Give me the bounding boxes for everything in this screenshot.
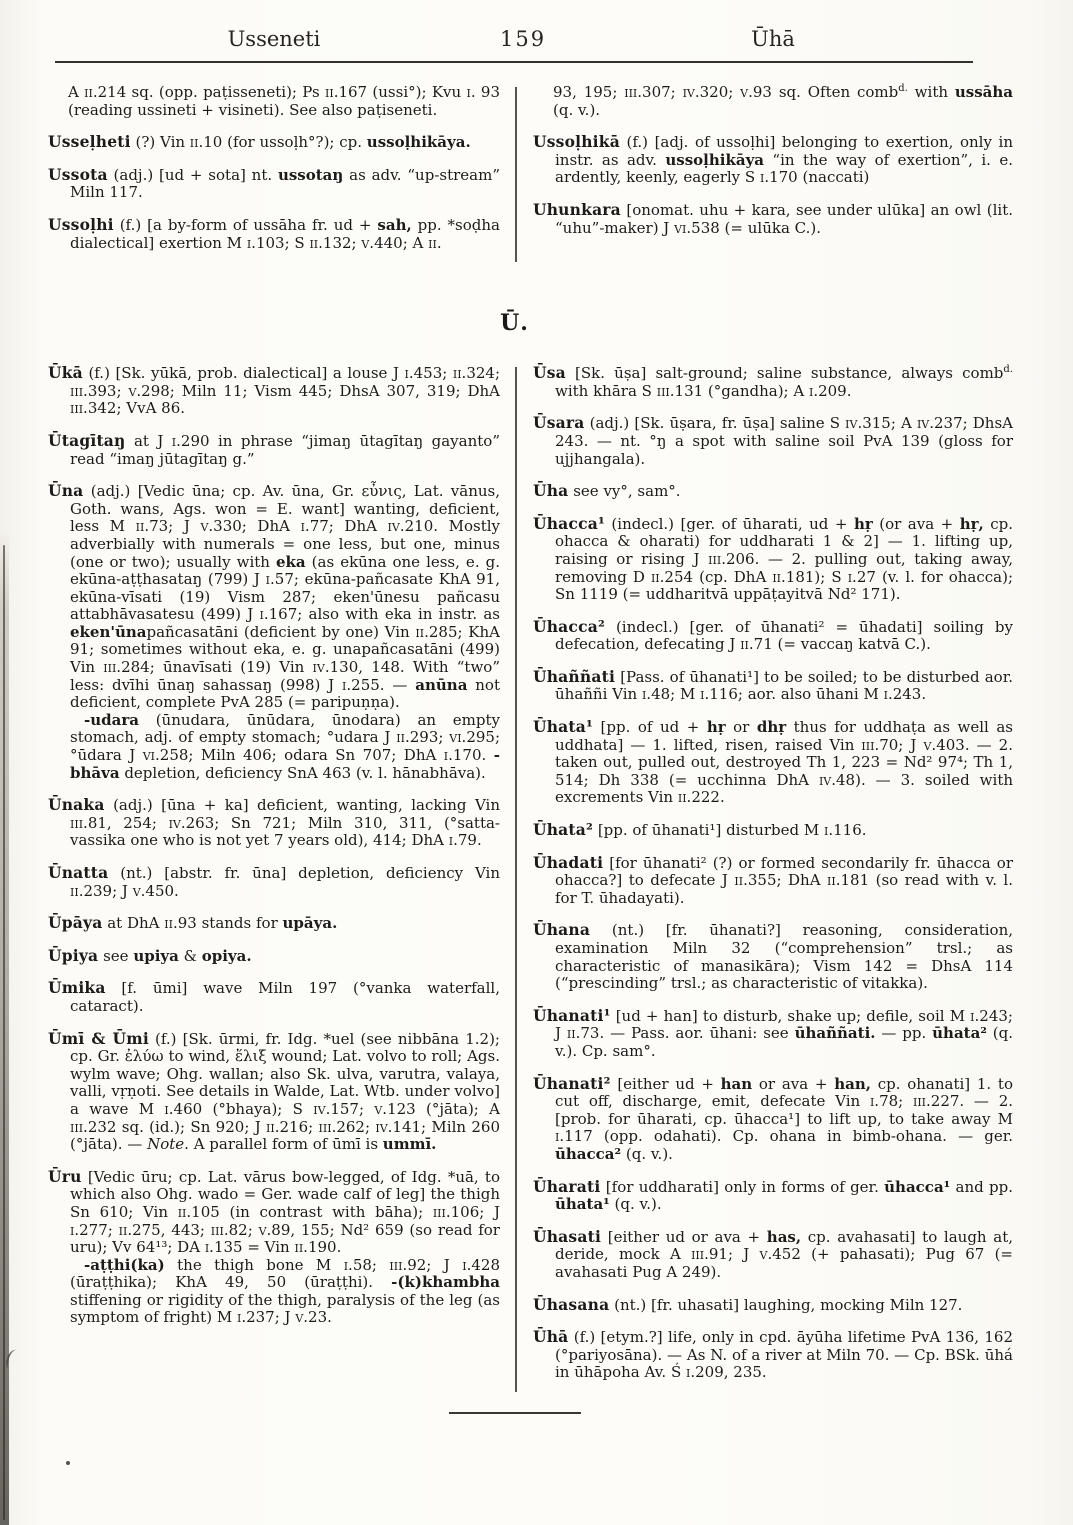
headword: Ūha <box>533 481 569 501</box>
page-header <box>48 0 1073 51</box>
right-column <box>533 364 1013 1396</box>
cross-reference: ūhata¹ <box>555 1195 610 1214</box>
header-guide-word-left: Usseneti <box>227 27 321 51</box>
dictionary-entry <box>533 201 1013 237</box>
headword: Ūpiya <box>48 945 99 965</box>
entry-body: at J i.290 in phrase “jimaŋ ūtagītaŋ gayanto” read “imaŋ jūtagītaŋ g.” <box>70 431 500 468</box>
headword: Ūpāya <box>48 913 103 933</box>
headword: Ūsa <box>533 363 566 383</box>
entry-body: [Sk. ūṣa] salt-ground; saline substance, always comb$^{d.}$ with khāra S iii.131 (°gandha); A i.209. <box>555 364 1013 400</box>
entry-body: -aṭṭhi(ka) the thigh bone M i.58; iii.92; J i.428 (ūraṭṭhika); KhA 49, 50 (ūraṭṭhi). -(k)khambha stiffening or rigidity of the thigh, paralysis of the leg (as symptom of fright) M i.237; J v.23. <box>70 1255 500 1327</box>
cross-reference: ūhacca² <box>555 1144 622 1163</box>
headword: Ūhā <box>533 1327 569 1347</box>
entry-body: see vy°, sam°. <box>573 482 681 501</box>
entry-body: [Vedic ūru; cp. Lat. vārus bow-legged, of Idg. *uā, to which also Ohg. wado = Ger. wade calf of leg] the thigh Sn 610; Vin ii.105 (in contrast with bāha); iii.106; J i.277; ii.275, 443; iii.82; v.89, 155; Nd² 659 (so read for uru); Vv 64¹³; DA i.135 = Vin ii.190. <box>70 1167 501 1257</box>
dictionary-entry <box>533 1178 1013 1214</box>
dictionary-entry <box>533 1075 1013 1164</box>
dictionary-entry <box>48 947 500 966</box>
headword: Ūmika <box>48 978 106 998</box>
entry-body: [onomat. uhu + kara, see under ulūka] an owl (lit. “uhu”-maker) J vi.538 (= ulūka C.). <box>555 200 1013 237</box>
cross-reference: ummī. <box>382 1135 437 1154</box>
continuation-section <box>48 84 1073 266</box>
headword: Ūharati <box>533 1176 601 1196</box>
headword: Ussoḷhikā <box>533 132 620 152</box>
headword: Ūhasati <box>533 1226 602 1246</box>
headword: Usseḷheti <box>48 132 131 152</box>
dictionary-entry <box>48 1030 500 1154</box>
entry-body: [either ud or ava + has, cp. avahasati] to laugh at, deride, mock A iii.91; J v.452 (+ pahasati); Pug 67 (= avahasati Pug A 249). <box>555 1227 1013 1281</box>
headword: Ūhanati² <box>533 1073 611 1093</box>
header-guide-word-right: Ūhā <box>751 27 795 51</box>
cross-reference: ūhata² <box>932 1024 987 1043</box>
cross-reference: ussoḷhikāya. <box>366 133 471 152</box>
cross-reference: eka <box>275 552 306 571</box>
entry-body: [pp. of ūhanati¹] disturbed M i.116. <box>597 821 867 840</box>
headword: Ūmī & Ūmi <box>48 1028 149 1048</box>
entry-compound-paragraph <box>48 1257 500 1327</box>
headword: Ūna <box>48 481 84 501</box>
entry-body: (f.) [etym.?] life, only in cpd. āyūha lifetime PvA 136, 162 (°pariyosāna). — As N. of a river at Miln 70. — Cp. BSk. ūhá in ūhāpoha Av. Ś i.209, 235. <box>555 1328 1013 1382</box>
cross-reference: -(k)khambha <box>391 1273 500 1292</box>
column-divider <box>500 84 533 266</box>
cross-reference: ussotaŋ <box>277 165 344 184</box>
ink-dot-artifact <box>66 1461 70 1465</box>
dictionary-entry <box>48 216 500 252</box>
entry-body: (?) Vin ii.10 (for ussoḷh°?); cp. ussoḷhikāya. <box>135 133 471 152</box>
entry-body: (adj.) [Vedic ūna; cp. Av. ūna, Gr. εὖνις, Lat. vānus, Goth. wans, Ags. won = E. want] wanting, deficient, less M ii.73; J v.330; DhA i.77; DhA iv.210. Mostly adverbially with numerals = one less, but one, minus (one or two); usually with eka (as ekūna one less, e. g. ekūna-aṭṭhasataŋ (799) J i.57; ekūna-pañcasate KhA 91, ekūna-vīsati (19) Vism 287; eken'ūnesu pañcasu attabhāvasatesu (499) J i.167; also with eka in instr. as eken'ūnapañcasatāni (deficient by one) Vin ii.285; KhA 91; sometimes without eka, e. g. unapañcasatāni (499) Vin iii.284; ūnavīsati (19) Vin iv.130, 148. With “two” less: dvīhi ūnaŋ sahassaŋ (998) J i.255. — anūna not deficient, complete PvA 285 (= paripuṇṇa). <box>70 482 500 712</box>
cross-reference: -udara <box>84 710 139 729</box>
headword: Ūnatta <box>48 863 109 882</box>
dictionary-entry <box>48 482 500 712</box>
section-letter-heading: Ū. <box>500 310 529 337</box>
entry-body: (indecl.) [ger. of ūhanati² = ūhadati] soiling by defecation, defecating J ii.71 (= vaccaŋ katvā C.). <box>555 617 1013 654</box>
entry-body: (f.) [adj. of ussoḷhi] belonging to exertion, only in instr. as adv. ussoḷhikāya “in the way of exertion”, i. e. ardently, keenly, eagerly S i.170 (naccati) <box>555 133 1013 187</box>
dictionary-entry <box>533 821 1013 840</box>
cross-reference: ussoḷhikāya <box>665 150 765 169</box>
entry-body: (indecl.) [ger. of ūharati, ud + hṛ (or ava + hṛ, cp. ohacca & oharati) for uddharati 1 & 2] — 1. lifting up, raising or rising J iii.206. — 2. pulling out, taking away, removing D ii.254 (cp. DhA ii.181); S i.27 (v. l. for ohacca); Sn 1119 (= uddharitvā uppāṭayitvā Nd² 171). <box>555 514 1014 604</box>
dictionary-entry <box>48 796 500 850</box>
headword: Ūhata² <box>533 820 594 840</box>
dictionary-entry <box>533 718 1013 807</box>
headword: Ūsara <box>533 413 585 433</box>
dictionary-entry <box>48 133 500 152</box>
entry-body: [pp. of ud + hṛ or dhṛ thus for uddhaṭa as well as uddhata] — 1. lifted, risen, raised Vin iii.70; J v.403. — 2. taken out, pulled out, destroyed Th 1, 223 = Nd² 97⁴; Th 1, 514; Dh 338 (= ucchinna DhA iv.48). — 3. soiled with excrements Vin ii.222. <box>555 718 1014 807</box>
headword: Ūhanati¹ <box>533 1005 611 1025</box>
dictionary-entry <box>533 482 1013 501</box>
cross-reference: ūhaññati. <box>794 1024 876 1043</box>
headword: Ūkā <box>48 363 83 383</box>
headword: Ūhacca¹ <box>533 513 605 533</box>
headword: Ūru <box>48 1166 82 1186</box>
cross-reference: has, <box>766 1227 802 1246</box>
page-number: 159 <box>500 27 547 51</box>
cross-reference: upāya. <box>282 914 338 933</box>
dictionary-entry <box>533 414 1013 468</box>
dictionary-entry <box>48 1168 500 1257</box>
headword: Ūhacca² <box>533 616 605 636</box>
entry-body: A ii.214 sq. (opp. paṭisseneti); Ps ii.167 (ussi°); Kvu i. 93 (reading ussineti + visineti). See also paṭiseneti. <box>68 83 500 119</box>
entry-body: [f. ūmi] wave Miln 197 (°vanka waterfall, cataract). <box>70 979 500 1015</box>
header-rule <box>55 61 973 63</box>
dictionary-entry <box>533 1007 1013 1061</box>
left-column <box>48 364 500 1396</box>
entry-body: [for uddharati] only in forms of ger. ūhacca¹ and pp. ūhata¹ (q. v.). <box>555 1177 1013 1214</box>
headword: Ūhana <box>533 920 591 940</box>
entry-body: see upiya & opiya. <box>103 946 252 965</box>
headword: Ūhaññati <box>533 666 616 686</box>
headword: Uhunkara <box>533 199 621 219</box>
cross-reference: han, <box>834 1074 871 1093</box>
entry-body: [Pass. of ūhanati¹] to be soiled; to be disturbed aor. ūhaññi Vin i.48; M i.116; aor. also ūhani M i.243. <box>555 667 1013 704</box>
entry-body: (nt.) [abstr. fr. ūna] depletion, deficiency Vin ii.239; J v.450. <box>70 864 500 900</box>
cross-reference: upiya <box>133 946 179 965</box>
dictionary-entry <box>48 864 500 900</box>
cross-reference: ūhacca¹ <box>884 1177 951 1196</box>
entry-continuation <box>533 84 1013 119</box>
entry-body: (f.) [a by-form of ussāha fr. ud + sah, pp. *soḍha dialectical] exertion M i.103; S ii.132; v.440; A ii. <box>70 215 500 252</box>
dictionary-entry <box>533 921 1013 992</box>
dictionary-entry <box>533 1328 1013 1382</box>
headword: Ussoḷhi <box>48 214 114 234</box>
dictionary-entry <box>533 1228 1013 1282</box>
entry-continuation <box>48 84 500 119</box>
entry-body: (adj.) [ud + sota] nt. ussotaŋ as adv. “up-stream” Miln 117. <box>70 165 500 202</box>
entry-body: at DhA ii.93 stands for upāya. <box>107 914 338 933</box>
cross-reference: opiya. <box>201 946 252 965</box>
dictionary-entry <box>533 618 1013 654</box>
entry-body: (nt.) [fr. uhasati] laughing, mocking Miln 127. <box>614 1295 963 1314</box>
u-macron-section <box>48 364 1073 1396</box>
dictionary-entry <box>48 166 500 202</box>
headword: Ūhata¹ <box>533 717 594 737</box>
entry-body: -udara (ūnudara, ūnūdara, ūnodara) an empty stomach, adj. of empty stomach; °udara J ii.293; vi.295; °ūdara J vi.258; Miln 406; odara Sn 707; DhA i.170. -bhāva depletion, deficiency SnA 463 (v. l. hānabhāva). <box>70 710 501 782</box>
entry-body: [either ud + han or ava + han, cp. ohanati] 1. to cut off, discharge, emit, defecate Vin i.78; iii.227. — 2. [prob. for ūharati, cp. ūhacca¹] to lift up, to take away M i.117 (opp. odahati). Cp. ohana in bimb-ohana. — ger. ūhacca² (q. v.). <box>555 1074 1013 1163</box>
headword: Ūhadati <box>533 852 604 872</box>
dictionary-entry <box>48 979 500 1015</box>
cross-reference: hṛ <box>853 514 873 533</box>
headword: Ussota <box>48 164 108 184</box>
entry-body: [for ūhanati² (?) or formed secondarily fr. ūhacca or ohacca?] to defecate J ii.355; DhA ii.181 (so read with v. l. for T. ūhadayati). <box>555 853 1013 907</box>
entry-body: (f.) [Sk. yūkā, prob. dialectical] a louse J i.453; ii.324; iii.393; v.298; Miln 11; Vism 445; DhsA 307, 319; DhA iii.342; VvA 86. <box>70 364 501 418</box>
entry-compound-paragraph <box>48 712 500 782</box>
cross-reference: hṛ <box>706 718 726 737</box>
entry-body: [ud + han] to disturb, shake up; defile, soil M i.243; J ii.73. — Pass. aor. ūhani: see ūhaññati. — pp. ūhata² (q. v.). Cp. sam°. <box>555 1006 1014 1060</box>
cross-reference: -aṭṭhi(ka) <box>84 1255 165 1274</box>
entry-body: (f.) [Sk. ūrmi, fr. Idg. *uel (see nibbāna 1.2); cp. Gr. ἐλύω to wind, ἕλιξ wound; Lat. volvo to roll; Ags. wylm wave; Ohg. wallan; also Sk. ulva, varutra, valaya, valli, vṛṇoti. See details in Walde, Lat. Wtb. under volvo] a wave M i.460 (°bhaya); S iv.157; v.123 (°jāta); A iii.232 sq. (id.); Sn 920; J ii.216; iii.262; iv.141; Miln 260 (°jāta). — Note. A parallel form of ūmī is ummī. <box>70 1029 501 1154</box>
entry-body: (adj.) [Sk. ūṣara, fr. ūṣa] saline S iv.315; A iv.237; DhsA 243. — nt. °ŋ a spot with saline soil PvA 139 (gloss for ujjhangala). <box>555 414 1013 468</box>
cross-reference: eken'ūna <box>70 622 147 641</box>
dictionary-entry <box>533 1296 1013 1315</box>
cross-reference: -bhāva <box>70 746 500 782</box>
left-column <box>48 84 500 266</box>
entry-body: 93, 195; iii.307; iv.320; v.93 sq. Often comb$^{d.}$ with ussāha (q. v.). <box>553 83 1013 119</box>
cross-reference: sah, <box>377 215 412 234</box>
headword: Ūtagītaŋ <box>48 430 126 450</box>
cross-reference: anūna <box>415 675 468 694</box>
dictionary-entry <box>533 515 1013 604</box>
cross-reference: han <box>720 1074 753 1093</box>
headword: Ūnaka <box>48 795 105 815</box>
dictionary-entry <box>533 364 1013 400</box>
entry-body: (adj.) [ūna + ka] deficient, wanting, lacking Vin iii.81, 254; iv.263; Sn 721; Miln 310, 311, (°satta-vassika one who is not yet 7 years old), 414; DhA i.79. <box>70 796 501 850</box>
right-column <box>533 84 1013 266</box>
cross-reference: ussāha <box>954 83 1013 101</box>
dictionary-entry <box>533 133 1013 187</box>
section-end-rule <box>449 1412 581 1414</box>
dictionary-entry <box>48 432 500 468</box>
dictionary-entry <box>533 854 1013 908</box>
cross-reference: dhṛ <box>756 718 787 737</box>
dictionary-entry <box>48 364 500 418</box>
column-divider <box>500 364 533 1396</box>
dictionary-entry <box>48 914 500 933</box>
cross-reference: hṛ, <box>959 514 984 533</box>
dictionary-entry <box>533 668 1013 704</box>
entry-body: (nt.) [fr. ūhanati?] reasoning, consideration, examination Miln 32 (“comprehension” trsl.; as characteristic of manasikāra); Vism 142 = DhsA 114 (“prescinding” trsl.; as characteristic of vitakka). <box>555 921 1013 993</box>
headword: Ūhasana <box>533 1294 610 1314</box>
